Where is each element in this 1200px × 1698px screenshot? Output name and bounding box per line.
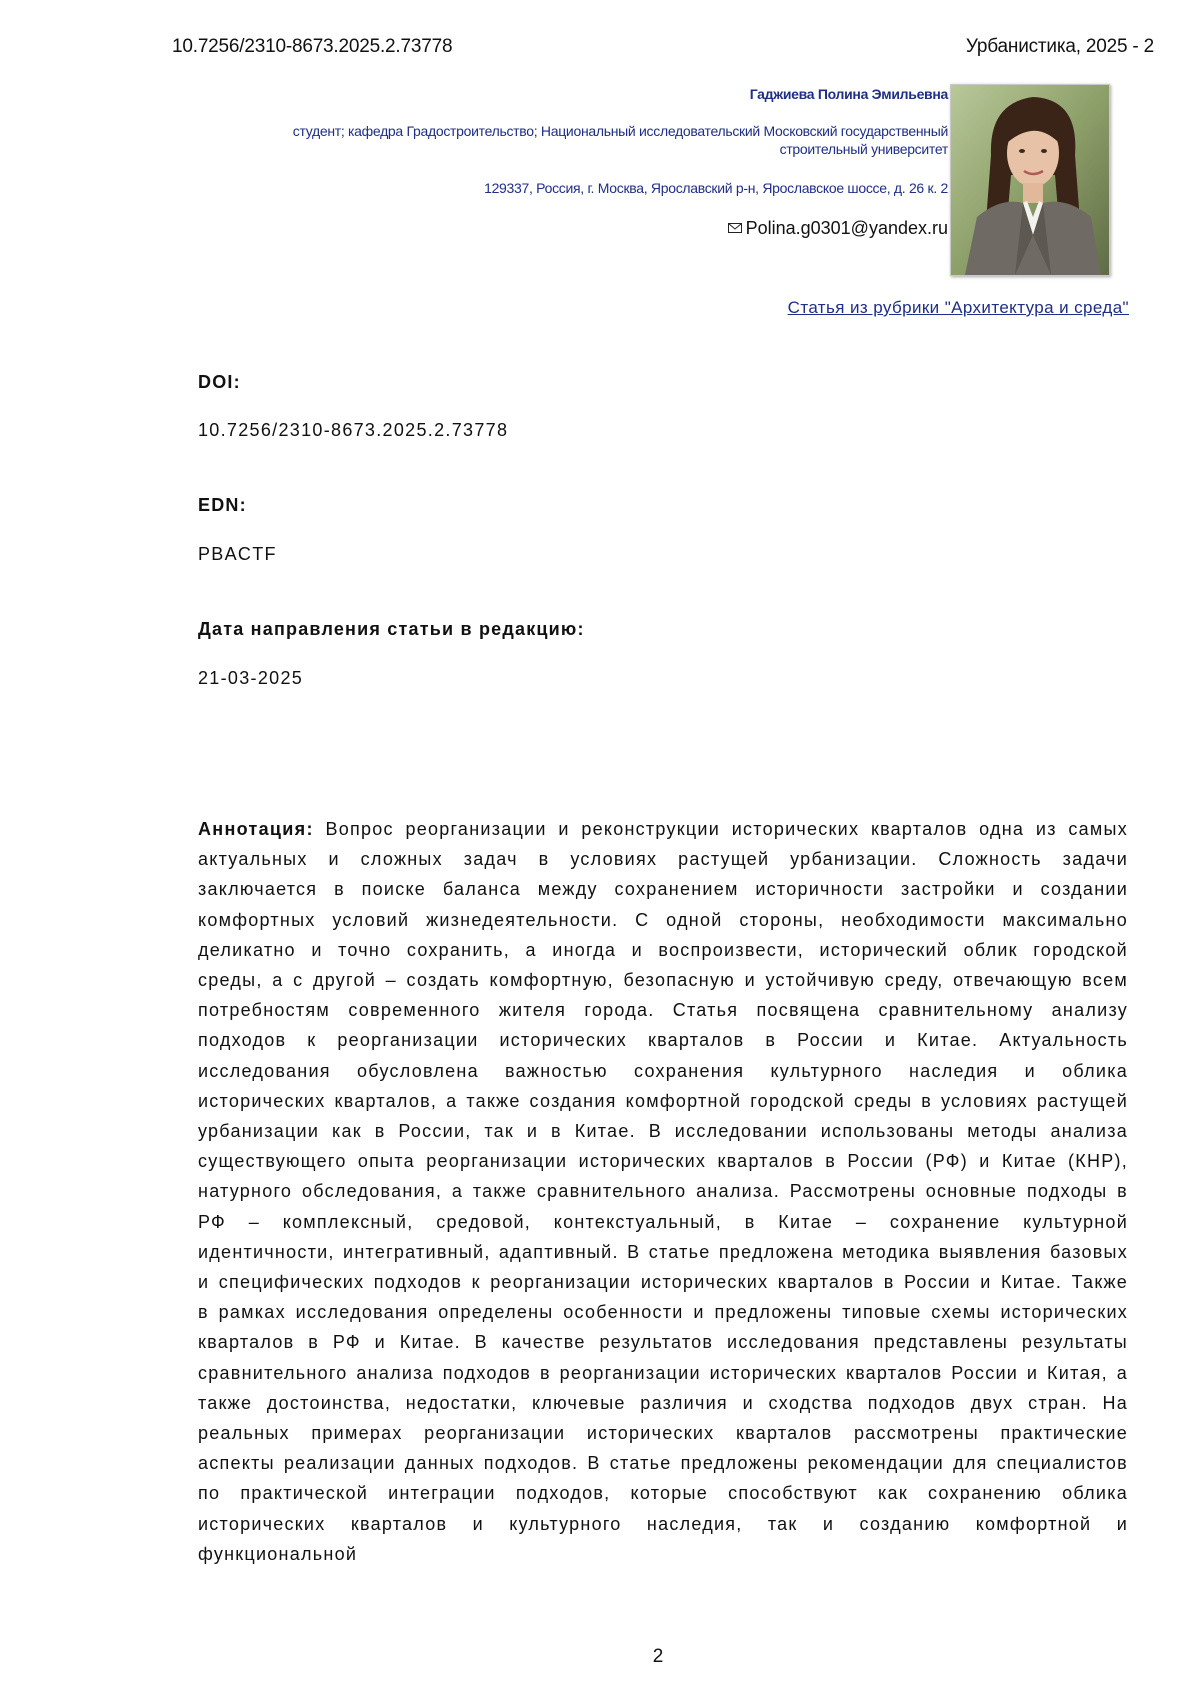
page-number: 2 <box>0 1646 1200 1668</box>
doi-value: 10.7256/2310-8673.2025.2.73778 <box>198 420 508 441</box>
rubric-link[interactable]: Статья из рубрики "Архитектура и среда" <box>788 298 1129 318</box>
submission-date-label: Дата направления статьи в редакцию: <box>198 619 585 640</box>
submission-date-value: 21-03-2025 <box>198 668 303 689</box>
edn-label: EDN: <box>198 495 247 516</box>
author-address: 129337, Россия, г. Москва, Ярославский р-н, Ярославское шоссе, д. 26 к. 2 <box>268 180 948 196</box>
author-affiliation: студент; кафедра Градостроительство; Национальный исследовательский Московский государственный строительный университет <box>268 122 948 158</box>
header-journal: Урбанистика, 2025 - 2 <box>966 36 1154 58</box>
author-email[interactable]: Polina.g0301@yandex.ru <box>746 218 948 238</box>
doi-label: DOI: <box>198 372 241 393</box>
author-name: Гаджиева Полина Эмильевна <box>268 86 948 102</box>
envelope-icon <box>728 223 742 233</box>
edn-value: PBACTF <box>198 544 277 565</box>
author-photo <box>950 84 1110 276</box>
author-email-row[interactable] <box>268 218 948 239</box>
abstract-text: Вопрос реорганизации и реконструкции исторических кварталов одна из самых актуальных и сложных задач в условиях растущей урбанизации. Сложность задачи заключается в поиске баланса между сохранением историчности застройки и создании комфортных условий жизнедеятельности. С одной стороны, необходимости максимально деликатно и точно сохранить, а иногда и воспроизвести, исторический облик городской среды, а с другой – создать комфортную, безопасную и устойчивую среду, отвечающую всем потребностям современного жителя города. Статья посвящена сравнительному анализу подходов к реорганизации исторических кварталов в России и Китае. Актуальность исследования обусловлена важностью сохранения культурного наследия и облика исторических кварталов, а также создания комфортной городской среды в условиях растущей урбанизации как в России, так и в Китае. В исследовании использованы методы анализа существующего опыта реорганизации исторических кварталов в России (РФ) и Китае (КНР), натурного обследования, а также сравнительного анализа. Рассмотрены основные подходы в РФ – комплексный, средовой, контекстуальный, в Китае – сохранение культурной идентичности, интегративный, адаптивный. В статье предложена методика выявления базовых и специфических подходов к реорганизации исторических кварталов в России и Китае. Также в рамках исследования определены особенности и предложены типовые схемы исторических кварталов в РФ и Китае. В качестве результатов исследования представлены результаты сравнительного анализа подходов в реорганизации исторических кварталов России и Китая, а также достоинства, недостатки, ключевые различия и сходства подходов двух стран. На реальных примерах реорганизации исторических кварталов рассмотрены практические аспекты реализации данных подходов. В статье предложены рекомендации для специалистов по практической интеграции подходов, которые способствуют как сохранению облика исторических кварталов и культурного наследия, так и созданию комфортной и функциональной <box>198 819 1128 1564</box>
abstract-label: Аннотация: <box>198 819 314 839</box>
author-block <box>268 86 948 239</box>
header-doi: 10.7256/2310-8673.2025.2.73778 <box>172 36 452 58</box>
abstract-paragraph <box>198 814 1128 1569</box>
